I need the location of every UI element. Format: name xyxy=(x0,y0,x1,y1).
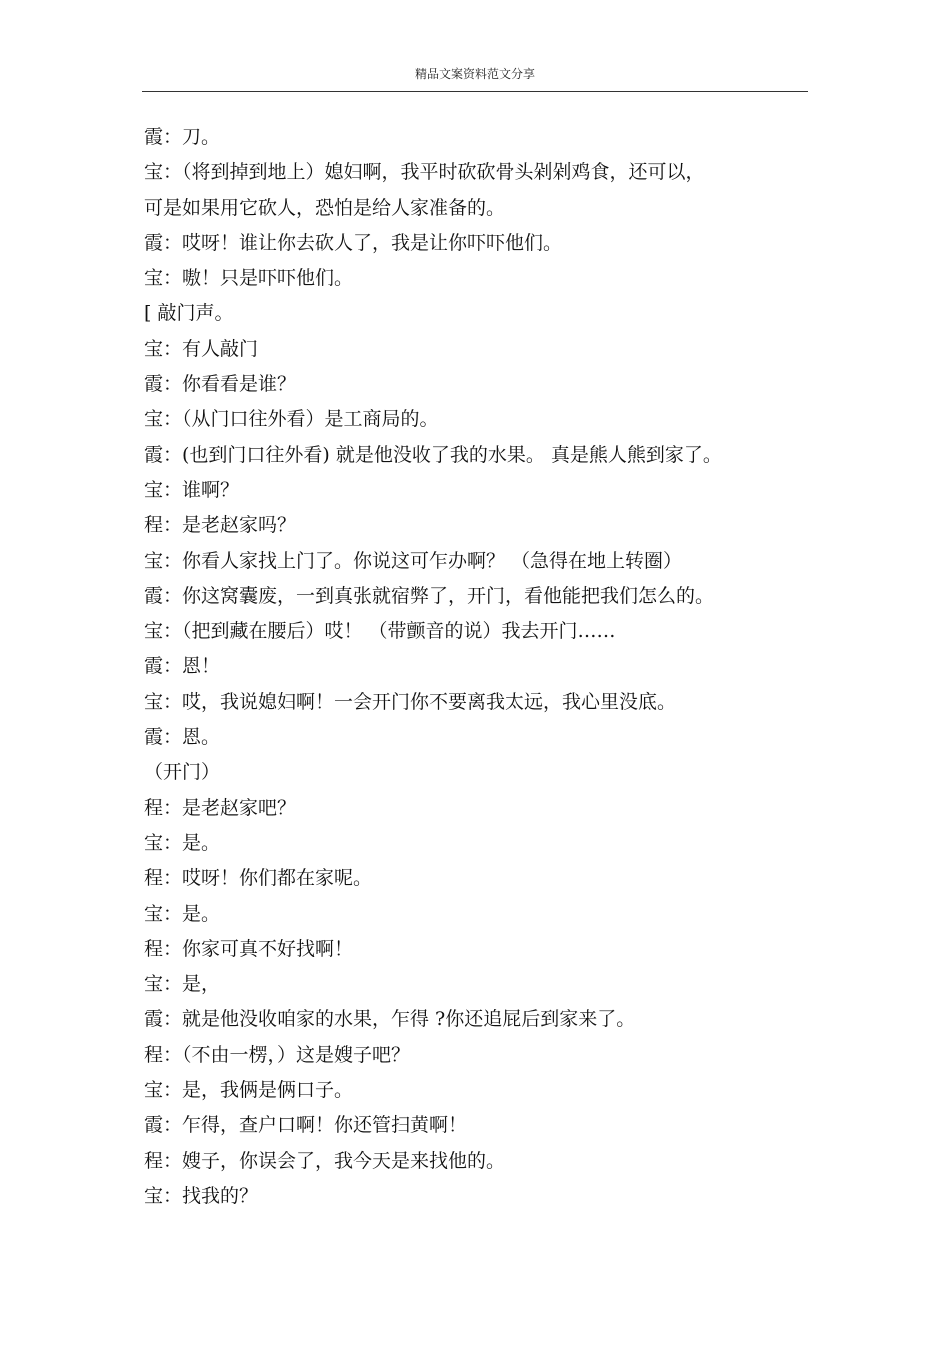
script-line: 可是如果用它砍人，恐怕是给人家准备的。 xyxy=(144,196,506,219)
script-line: 程：你家可真不好找啊！ xyxy=(144,937,354,960)
script-body xyxy=(144,120,824,1214)
script-line: 程：（不由一楞，）这是嫂子吧？ xyxy=(144,1043,411,1066)
stage-direction: [ 敲门声。 xyxy=(144,302,234,325)
script-line: 宝：谁啊？ xyxy=(144,478,240,501)
stage-direction: （开门） xyxy=(144,761,221,784)
script-line: 霞：哎呀！谁让你去砍人了，我是让你吓吓他们。 xyxy=(144,231,563,254)
header-divider xyxy=(142,91,808,92)
script-line: 霞：恩！ xyxy=(144,655,221,678)
script-line: 宝：你看人家找上门了。你说这可乍办啊？ （急得在地上转圈） xyxy=(144,549,683,572)
script-line: 霞：你这窝囊废，一到真张就宿弊了，开门，看他能把我们怎么的。 xyxy=(144,584,715,607)
script-line: 霞：恩。 xyxy=(144,726,221,749)
script-line: 霞：乍得，查户口啊！你还管扫黄啊！ xyxy=(144,1114,468,1137)
script-line: 程：是老赵家吧？ xyxy=(144,796,297,819)
script-line: 程：哎呀！你们都在家呢。 xyxy=(144,867,373,890)
script-line: 宝：是。 xyxy=(144,831,221,854)
script-line: 程：是老赵家吗？ xyxy=(144,514,297,537)
script-line: 程：嫂子，你误会了，我今天是来找他的。 xyxy=(144,1149,506,1172)
script-line: 霞：(也到门口往外看) 就是他没收了我的水果。 真是熊人熊到家了。 xyxy=(144,443,722,466)
script-line: 宝：是。 xyxy=(144,902,221,925)
script-line: 霞：你看看是谁？ xyxy=(144,373,297,396)
script-line: 霞：就是他没收咱家的水果，乍得 ?你还追屁后到家来了。 xyxy=(144,1008,636,1031)
script-line: 宝：找我的？ xyxy=(144,1184,259,1207)
script-line: 宝：哎，我说媳妇啊！一会开门你不要离我太远，我心里没底。 xyxy=(144,690,677,713)
script-line: 宝：（把到藏在腰后）哎！ （带颤音的说）我去开门…… xyxy=(144,620,616,643)
script-line: 宝：（从门口往外看）是工商局的。 xyxy=(144,408,439,431)
script-line: 宝：嗷！只是吓吓他们。 xyxy=(144,267,354,290)
script-line: 宝：是，我俩是俩口子。 xyxy=(144,1079,354,1102)
page-header: 精品文案资料范文分享 xyxy=(414,67,535,81)
script-line: 宝：有人敲门 xyxy=(144,337,259,360)
script-line: 霞：刀。 xyxy=(144,126,221,148)
script-line: 宝：是， xyxy=(144,973,221,996)
script-line: 宝：（将到掉到地上）媳妇啊，我平时砍砍骨头剁剁鸡食，还可以， xyxy=(144,161,705,184)
